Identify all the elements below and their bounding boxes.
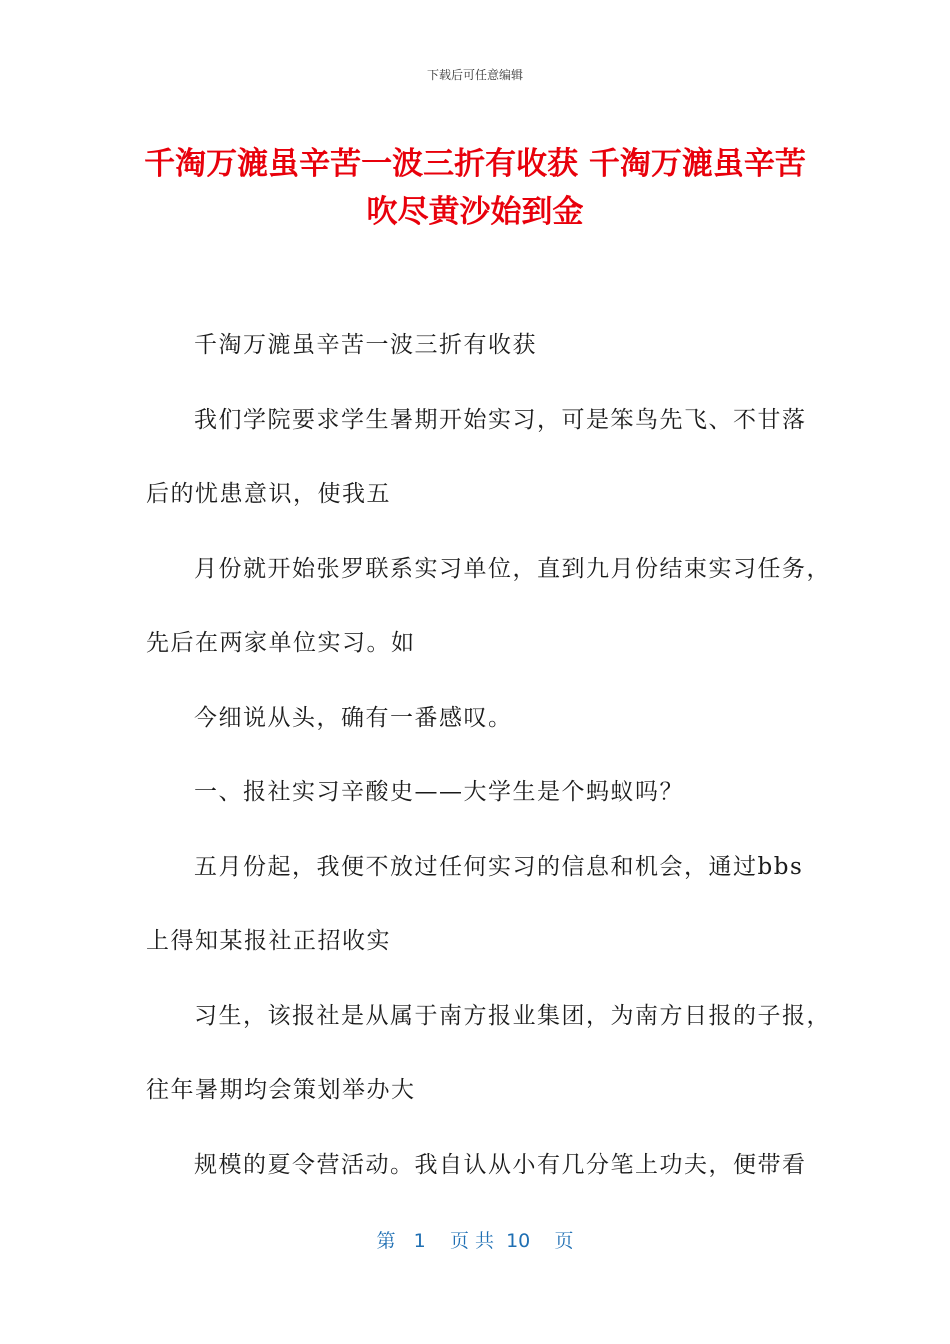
footer-prefix: 第 — [376, 1230, 396, 1252]
paragraph-line: 规模的夏令营活动。我自认从小有几分笔上功夫，便带看 — [194, 1151, 807, 1178]
paragraph-line: 上得知某报社正招收实 — [146, 928, 391, 954]
document-title: 千淘万漉虽辛苦一波三折有收获 千淘万漉虽辛苦 吹尽黄沙始到金 — [144, 146, 806, 230]
paragraph-line: 我们学院要求学生暑期开始实习，可是笨鸟先飞、不甘落 — [194, 406, 807, 433]
document-body — [146, 322, 831, 1216]
paragraph-line: 千淘万漉虽辛苦一波三折有收获 — [194, 332, 537, 358]
footer-total-pages: 10 — [506, 1230, 531, 1252]
paragraph-line: 五月份起，我便不放过任何实习的信息和机会，通过bbs — [194, 853, 804, 880]
paragraph-line: 月份就开始张罗联系实习单位，直到九月份结束实习任务， — [194, 555, 831, 582]
paragraph-line: 一、报社实习辛酸史——大学生是个蚂蚁吗？ — [194, 779, 684, 805]
paragraph-line: 先后在两家单位实习。如 — [146, 630, 416, 656]
page-footer — [0, 1226, 950, 1253]
footer-current-page: 1 — [413, 1230, 426, 1252]
paragraph-line: 后的忧患意识，使我五 — [146, 481, 391, 507]
paragraph-line: 往年暑期均会策划举办大 — [146, 1077, 416, 1103]
paragraph-line: 今细说从头，确有一番感叹。 — [194, 704, 513, 731]
footer-suffix: 页 — [554, 1230, 574, 1252]
paragraph-line: 习生，该报社是从属于南方报业集团，为南方日报的子报， — [194, 1002, 831, 1029]
footer-middle: 页 共 — [449, 1230, 494, 1252]
header-note: 下载后可任意编辑 — [426, 68, 523, 82]
